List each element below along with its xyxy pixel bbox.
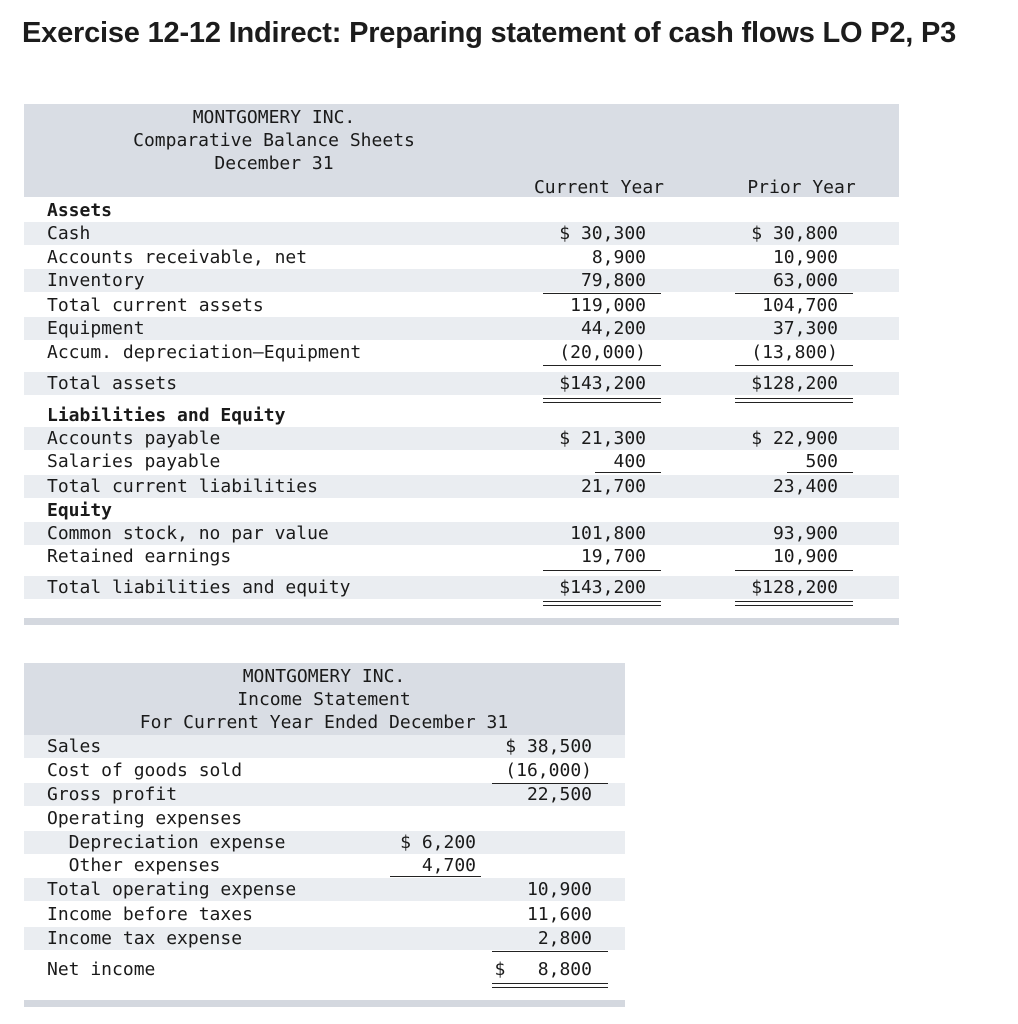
prior-year-value: $128,200 bbox=[751, 373, 838, 394]
underline-rule bbox=[735, 570, 853, 571]
current-year-value: 44,200 bbox=[580, 318, 646, 339]
total-value: 10,900 bbox=[526, 879, 592, 900]
prior-year-value: $ 22,900 bbox=[751, 428, 838, 449]
income-statement-row-gross-profit bbox=[24, 783, 625, 806]
detail-value: $ 6,200 bbox=[400, 832, 476, 853]
underline-rule bbox=[543, 293, 661, 294]
row-label: Accounts payable bbox=[47, 428, 221, 449]
row-label: Gross profit bbox=[47, 784, 178, 805]
income-statement-row-other-expenses bbox=[24, 854, 625, 877]
prior-year-value: 10,900 bbox=[772, 546, 838, 567]
row-label: Total liabilities and equity bbox=[47, 577, 351, 598]
income-statement-row-income-tax-expense bbox=[24, 927, 625, 950]
prior-year-value: 63,000 bbox=[772, 270, 838, 291]
total-value: $ 8,800 bbox=[494, 959, 592, 980]
underline-rule bbox=[735, 293, 853, 294]
current-year-value: 8,900 bbox=[591, 247, 646, 268]
balance-sheet-row-salaries-payable bbox=[24, 450, 899, 473]
prior-year-value: 500 bbox=[805, 451, 838, 472]
row-label: Cost of goods sold bbox=[47, 760, 243, 781]
prior-year-value: $ 30,800 bbox=[751, 223, 838, 244]
row-label: Salaries payable bbox=[47, 451, 221, 472]
income-statement-row-cost-of-goods-sold bbox=[24, 759, 625, 782]
row-label: Common stock, no par value bbox=[47, 523, 329, 544]
panel-bottom-bar bbox=[24, 1000, 625, 1007]
income-statement-row-sales bbox=[24, 735, 625, 758]
underline-rule bbox=[543, 570, 661, 571]
prior-year-value: 93,900 bbox=[772, 523, 838, 544]
underline-rule bbox=[735, 365, 853, 366]
balance-sheet-row-equipment bbox=[24, 317, 899, 340]
income-statement bbox=[24, 663, 626, 1008]
row-label: Other expenses bbox=[47, 855, 221, 876]
balance-sheet-row-accounts-payable bbox=[24, 427, 899, 450]
underline-rule bbox=[543, 365, 661, 366]
prior-year-value: 104,700 bbox=[762, 295, 838, 316]
page-title: Exercise 12-12 Indirect: Preparing statement of cash flows LO P2, P3 bbox=[22, 17, 957, 49]
balance-sheet-row-total-current-liabilities bbox=[24, 475, 899, 498]
income-statement-row-total-operating-expense bbox=[24, 878, 625, 901]
prior-year-value: 23,400 bbox=[772, 476, 838, 497]
underline-rule bbox=[492, 783, 608, 784]
current-year-value: (20,000) bbox=[559, 342, 646, 363]
double-underline-rule bbox=[735, 601, 853, 606]
underline-rule bbox=[492, 951, 608, 952]
statement-date: December 31 bbox=[214, 153, 334, 174]
double-underline-rule bbox=[735, 398, 853, 403]
balance-sheet bbox=[24, 104, 899, 624]
total-value: (16,000) bbox=[505, 760, 592, 781]
detail-value: 4,700 bbox=[421, 855, 476, 876]
underline-rule bbox=[595, 472, 661, 473]
row-label: Equity bbox=[47, 500, 113, 521]
current-year-value: $ 30,300 bbox=[559, 223, 646, 244]
row-label: Retained earnings bbox=[47, 546, 232, 567]
income-statement-row-net-income bbox=[24, 958, 625, 981]
double-underline-rule bbox=[543, 398, 661, 403]
row-label: Depreciation expense bbox=[47, 832, 286, 853]
current-year-value: 400 bbox=[613, 451, 646, 472]
row-label: Operating expenses bbox=[47, 808, 243, 829]
double-underline-rule bbox=[492, 983, 608, 988]
income-statement-row-operating-expenses bbox=[24, 807, 625, 830]
prior-year-value: (13,800) bbox=[751, 342, 838, 363]
statement-period: For Current Year Ended December 31 bbox=[139, 712, 509, 733]
double-underline-rule bbox=[543, 601, 661, 606]
row-label: Accum. depreciation—Equipment bbox=[47, 342, 362, 363]
current-year-value: 101,800 bbox=[570, 523, 646, 544]
balance-sheet-row-common-stock-no-par-value bbox=[24, 522, 899, 545]
row-label: Total current assets bbox=[47, 295, 264, 316]
column-header-prior-year: Prior Year bbox=[747, 177, 856, 198]
underline-rule bbox=[390, 876, 481, 877]
panel-bottom-bar bbox=[24, 618, 899, 625]
balance-sheet-row-assets bbox=[24, 199, 899, 222]
row-label: Total current liabilities bbox=[47, 476, 318, 497]
current-year-value: $143,200 bbox=[559, 577, 646, 598]
prior-year-value: 37,300 bbox=[772, 318, 838, 339]
total-value: 2,800 bbox=[537, 928, 592, 949]
current-year-value: $143,200 bbox=[559, 373, 646, 394]
balance-sheet-row-cash bbox=[24, 222, 899, 245]
income-statement-row-income-before-taxes bbox=[24, 903, 625, 926]
balance-sheet-row-total-current-assets bbox=[24, 294, 899, 317]
row-label: Income before taxes bbox=[47, 904, 253, 925]
balance-sheet-row-equity bbox=[24, 499, 899, 522]
row-label: Accounts receivable, net bbox=[47, 247, 308, 268]
balance-sheet-row-accum-depreciation-equipment bbox=[24, 341, 899, 364]
balance-sheet-row-retained-earnings bbox=[24, 545, 899, 568]
current-year-value: 119,000 bbox=[570, 295, 646, 316]
column-header-current-year: Current Year bbox=[533, 177, 665, 198]
row-label: Inventory bbox=[47, 270, 145, 291]
income-statement-row-depreciation-expense bbox=[24, 831, 625, 854]
company-name: MONTGOMERY INC. bbox=[242, 666, 406, 687]
prior-year-value: 10,900 bbox=[772, 247, 838, 268]
row-label: Cash bbox=[47, 223, 91, 244]
balance-sheet-row-inventory bbox=[24, 269, 899, 292]
balance-sheet-row-liabilities-and-equity bbox=[24, 404, 899, 427]
company-name: MONTGOMERY INC. bbox=[192, 107, 356, 128]
statement-title: Comparative Balance Sheets bbox=[133, 130, 415, 151]
total-value: 22,500 bbox=[526, 784, 592, 805]
row-label: Liabilities and Equity bbox=[47, 405, 286, 426]
row-label: Equipment bbox=[47, 318, 145, 339]
row-label: Total operating expense bbox=[47, 879, 297, 900]
current-year-value: $ 21,300 bbox=[559, 428, 646, 449]
current-year-value: 79,800 bbox=[580, 270, 646, 291]
balance-sheet-row-accounts-receivable-net bbox=[24, 246, 899, 269]
balance-sheet-row-total-assets bbox=[24, 372, 899, 395]
row-label: Assets bbox=[47, 200, 113, 221]
total-value: $ 38,500 bbox=[505, 736, 592, 757]
current-year-value: 19,700 bbox=[580, 546, 646, 567]
row-label: Sales bbox=[47, 736, 102, 757]
current-year-value: 21,700 bbox=[580, 476, 646, 497]
statement-title: Income Statement bbox=[237, 689, 411, 710]
underline-rule bbox=[787, 472, 853, 473]
balance-sheet-row-total-liabilities-and-equity bbox=[24, 576, 899, 599]
total-value: 11,600 bbox=[526, 904, 592, 925]
row-label: Income tax expense bbox=[47, 928, 243, 949]
prior-year-value: $128,200 bbox=[751, 577, 838, 598]
row-label: Net income bbox=[47, 959, 156, 980]
row-label: Total assets bbox=[47, 373, 178, 394]
